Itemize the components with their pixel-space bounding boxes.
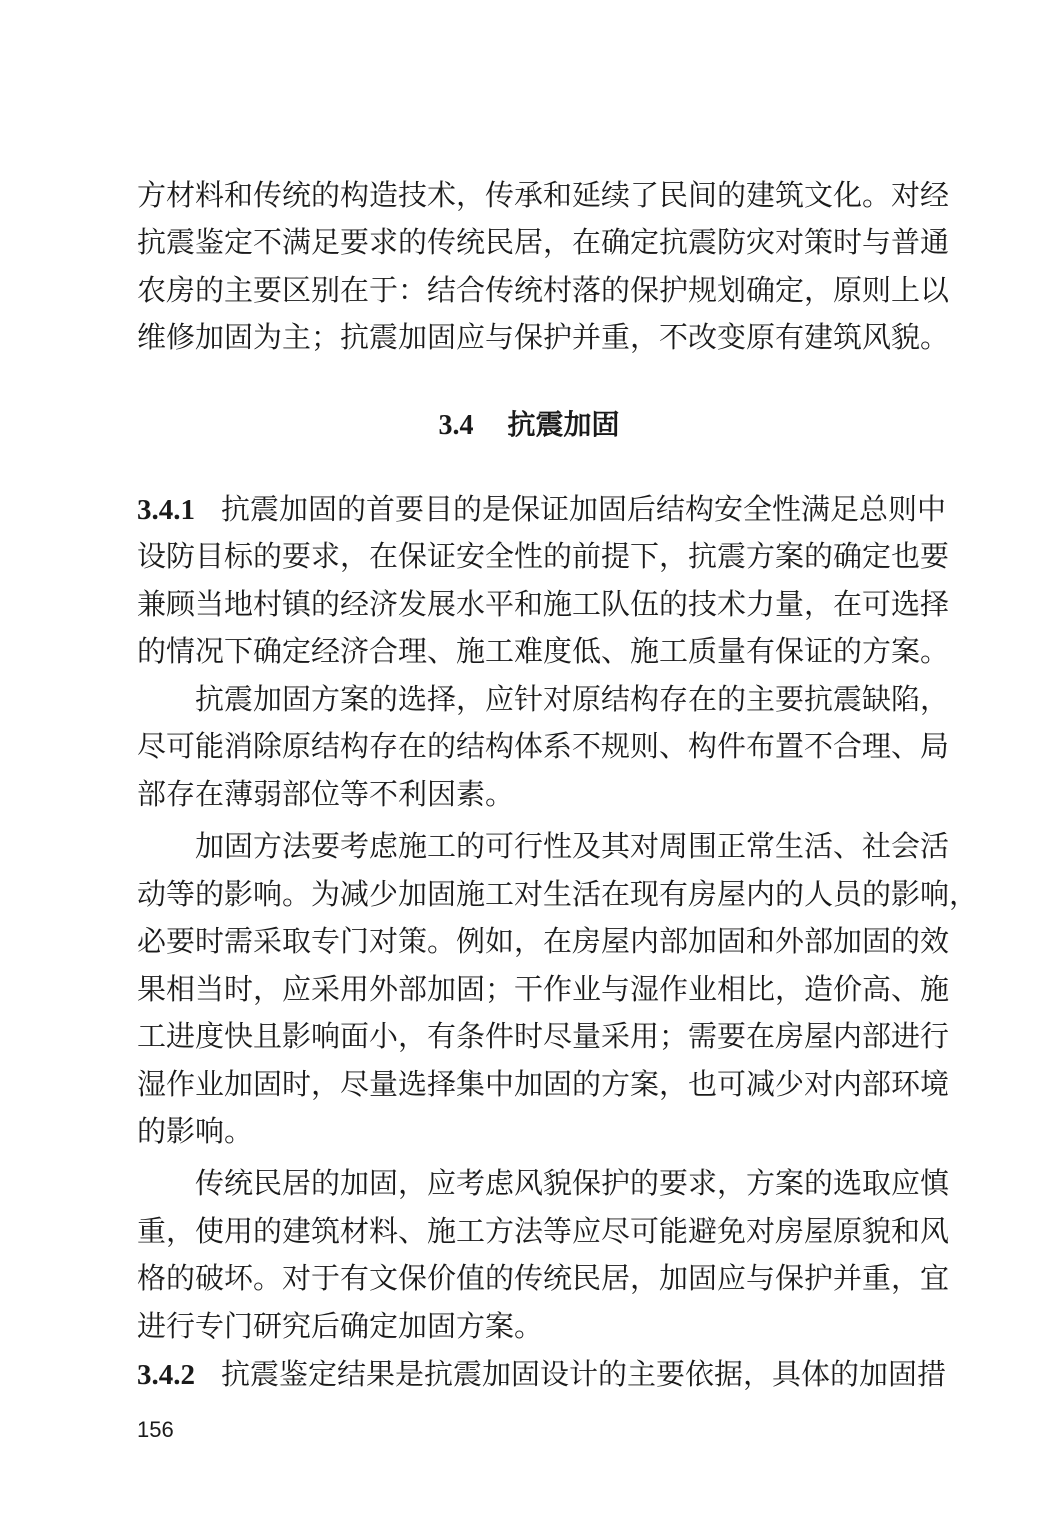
- traditional-line-1: 传统民居的加固，应考虑风貌保护的要求，方案的选取应慎: [195, 1166, 950, 1200]
- scheme-line-2: 尽可能消除原结构存在的结构体系不规则、构件布置不合理、局: [137, 729, 950, 763]
- scheme-line-1: 抗震加固方案的选择，应针对原结构存在的主要抗震缺陷，: [195, 682, 950, 716]
- method-line-2: 动等的影响。为减少加固施工对生活在现有房屋内的人员的影响，: [137, 877, 979, 911]
- method-line-3: 必要时需采取专门对策。例如，在房屋内部加固和外部加固的效: [137, 924, 950, 958]
- traditional-line-4: 进行专门研究后确定加固方案。: [137, 1309, 544, 1343]
- scheme-line-3: 部存在薄弱部位等不利因素。: [137, 777, 515, 811]
- intro-line-2: 抗震鉴定不满足要求的传统民居，在确定抗震防灾对策时与普通: [137, 225, 950, 259]
- method-line-4: 果相当时，应采用外部加固；干作业与湿作业相比，造价高、施: [137, 972, 950, 1006]
- method-line-5: 工进度快且影响面小，有条件时尽量采用；需要在房屋内部进行: [137, 1019, 950, 1053]
- method-line-7: 的影响。: [137, 1114, 254, 1148]
- clause-number: 3.4.1: [137, 494, 195, 526]
- clause-3-4-1-line-4: 的情况下确定经济合理、施工难度低、施工质量有保证的方案。: [137, 634, 950, 668]
- clause-3-4-2-first-line: [137, 1352, 947, 1397]
- intro-line-3: 农房的主要区别在于：结合传统村落的保护规划确定，原则上以: [137, 273, 950, 307]
- intro-line-4: 维修加固为主；抗震加固应与保护并重，不改变原有建筑风貌。: [137, 320, 950, 354]
- section-number: 3.4: [438, 410, 474, 441]
- traditional-line-2: 重，使用的建筑材料、施工方法等应尽可能避免对房屋原貌和风: [137, 1214, 950, 1248]
- section-title: 抗震加固: [507, 408, 620, 441]
- clause-3-4-1-line-2: 设防目标的要求，在保证安全性的前提下，抗震方案的确定也要: [137, 539, 950, 573]
- clause-number: 3.4.2: [137, 1359, 195, 1391]
- traditional-line-3: 格的破坏。对于有文保价值的传统民居，加固应与保护并重，宜: [137, 1261, 950, 1295]
- clause-3-4-1-line-3: 兼顾当地村镇的经济发展水平和施工队伍的技术力量，在可选择: [137, 587, 950, 621]
- method-line-1: 加固方法要考虑施工的可行性及其对周围正常生活、社会活: [195, 829, 950, 863]
- section-heading: [0, 403, 1058, 448]
- clause-text: 抗震加固的首要目的是保证加固后结构安全性满足总则中: [221, 492, 947, 526]
- page-number: 156: [137, 1417, 174, 1442]
- method-line-6: 湿作业加固时，尽量选择集中加固的方案，也可减少对内部环境: [137, 1067, 950, 1101]
- clause-3-4-1-first-line: [137, 487, 947, 532]
- intro-line-1: 方材料和传统的构造技术，传承和延续了民间的建筑文化。对经: [137, 178, 950, 212]
- clause-text: 抗震鉴定结果是抗震加固设计的主要依据，具体的加固措: [221, 1357, 947, 1391]
